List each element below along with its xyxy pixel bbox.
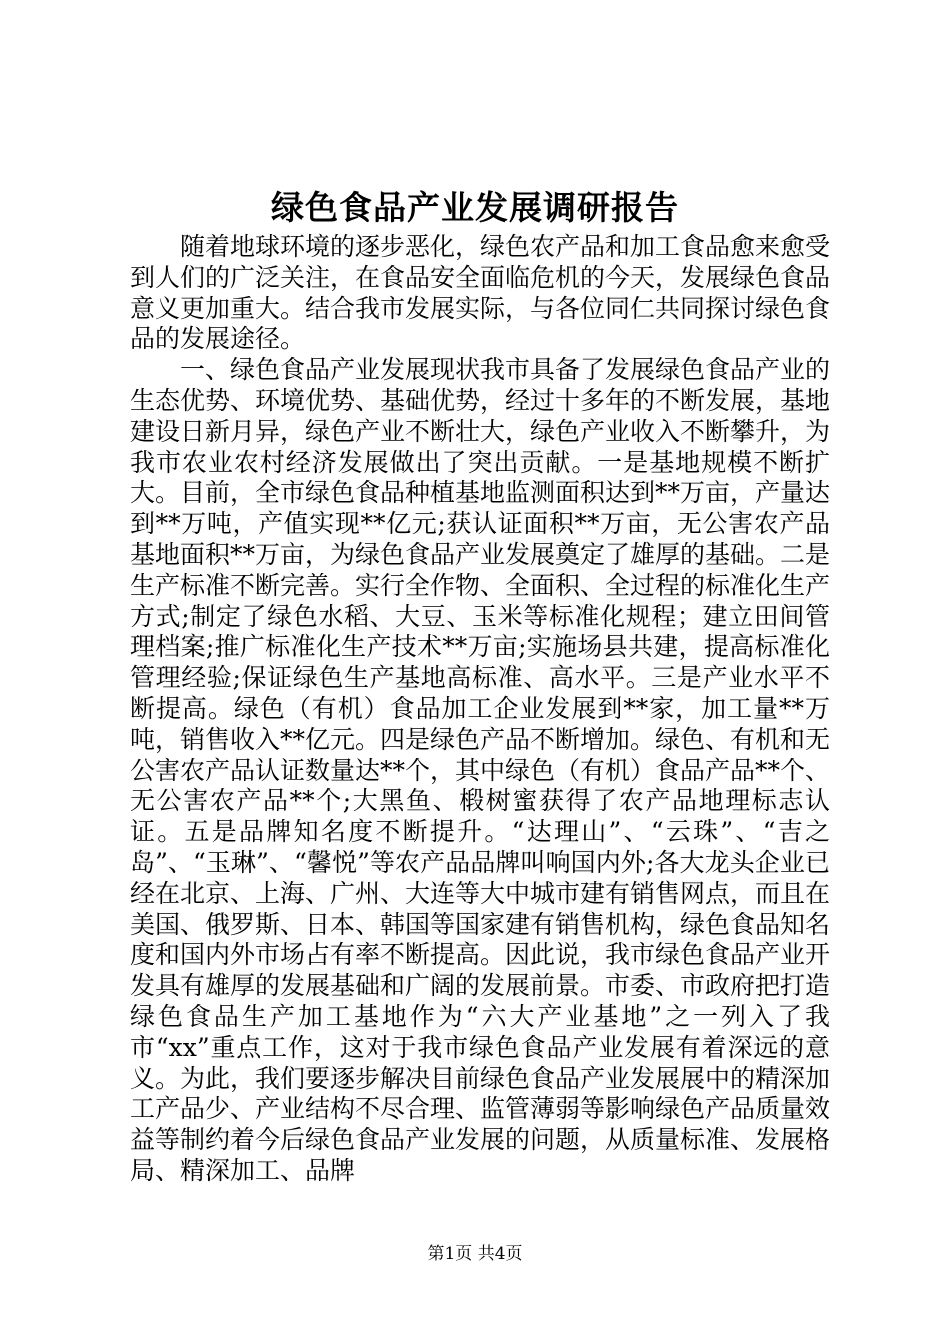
page-number-footer: 第1页 共4页 [427, 1244, 523, 1264]
paragraph-section-one: 一、绿色食品产业发展现状我市具备了发展绿色食品产业的生态优势、环境优势、基础优势，经过十多年的不断发展，基地建设日新月异，绿色产业不断壮大，绿色产业收入不断攀升，为我市农业农村经济发展做出了突出贡献。一是基地规模不断扩大。目前，全市绿色食品种植基地监测面积达到**万亩，产量达到**万吨，产值实现**亿元;获认证面积**万亩，无公害农产品基地面积**万亩，为绿色食品产业发展奠定了雄厚的基础。二是生产标准不断完善。实行全作物、全面积、全过程的标准化生产方式;制定了绿色水稻、大豆、玉米等标准化规程；建立田间管理档案;推广标准化生产技术**万亩;实施场县共建，提高标准化管理经验;保证绿色生产基地高标准、高水平。三是产业水平不断提高。绿色（有机）食品加工企业发展到**家，加工量**万吨，销售收入**亿元。四是绿色产品不断增加。绿色、有机和无公害农产品认证数量达**个，其中绿色（有机）食品产品**个、无公害农产品**个;大黑鱼、椴树蜜获得了农产品地理标志认证。五是品牌知名度不断提升。“达理山”、“云珠”、“吉之岛”、“玉琳”、“馨悦”等农产品品牌叫响国内外;各大龙头企业已经在北京、上海、广州、大连等大中城市建有销售网点，而且在美国、俄罗斯、日本、韩国等国家建有销售机构，绿色食品知名度和国内外市场占有率不断提高。因此说，我市绿色食品产业开发具有雄厚的发展基础和广阔的发展前景。市委、市政府把打造绿色食品生产加工基地作为“六大产业基地”之一列入了我市“xx”重点工作，这对于我市绿色食品产业发展有着深远的意义。为此，我们要逐步解决目前绿色食品产业发展展中的精深加工产品少、产业结构不尽合理、监管薄弱等影响绿色产品质量效益等制约着今后绿色食品产业发展的问题，从质量标准、发展格局、精深加工、品牌 [130, 355, 831, 1185]
document-title: 绿色食品产业发展调研报告 [271, 188, 679, 227]
document-body [130, 232, 830, 1187]
paragraph-intro: 随着地球环境的逐步恶化，绿色农产品和加工食品愈来愈受到人们的广泛关注，在食品安全面临危机的今天，发展绿色食品意义更加重大。结合我市发展实际，与各位同仁共同探讨绿色食品的发展途径。 [130, 232, 831, 354]
